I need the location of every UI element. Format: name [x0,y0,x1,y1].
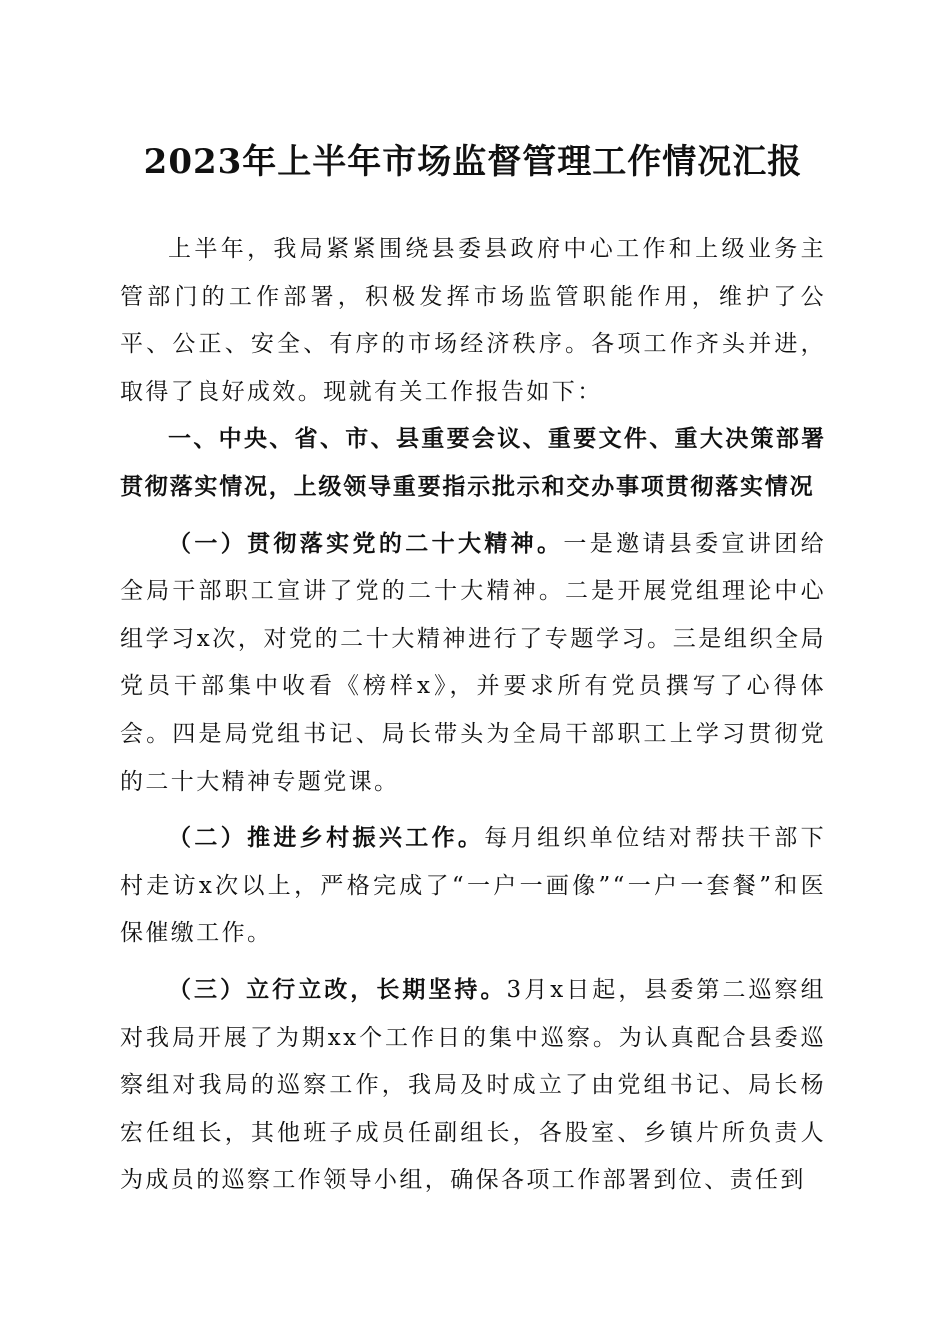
section-1-heading: 一、中央、省、市、县重要会议、重要文件、重大决策部署贯彻落实情况，上级领导重要指示批示和交办事项贯彻落实情况 [120,426,826,500]
document-title: 2023年上半年市场监督管理工作情况汇报 [143,142,803,182]
item-1-lead: （一）贯彻落实党的二十大精神。 [168,529,564,557]
intro-paragraph: 上半年，我局紧紧围绕县委县政府中心工作和上级业务主管部门的工作部署，积极发挥市场监管职能作用，维护了公平、公正、安全、有序的市场经济秩序。各项工作齐头并进，取得了良好成效。现就有关工作报告如下： [120,236,826,405]
item-2-paragraph [120,814,826,958]
item-2-text: 每月组织单位结对帮扶干部下村走访x次以上，严格完成了“一户一画像”“一户一套餐”和医保催缴工作。 [120,825,826,947]
item-2-lead: （二）推进乡村振兴工作。 [168,824,485,852]
item-1-text: 一是邀请县委宣讲团给全局干部职工宣讲了党的二十大精神。二是开展党组理论中心组学习x次，对党的二十大精神进行了专题学习。三是组织全局党员干部集中收看《榜样x》，并要求所有党员撰写了心得体会。四是局党组书记、局长带头为全局干部职工上学习贯彻党的二十大精神专题党课。 [120,530,826,795]
item-3-lead: （三）立行立改，长期坚持。 [168,975,507,1003]
item-3-paragraph [120,966,826,1205]
item-3-text: 3月x日起，县委第二巡察组对我局开展了为期xx个工作日的集中巡察。为认真配合县委巡察组对我局的巡察工作，我局及时成立了由党组书记、局长杨宏任组长，其他班子成员任副组长，各股室、乡镇片所负责人为成员的巡察工作领导小组，确保各项工作部署到位、责任到 [120,976,826,1194]
document-body [120,226,826,1205]
item-1-paragraph [120,520,826,807]
